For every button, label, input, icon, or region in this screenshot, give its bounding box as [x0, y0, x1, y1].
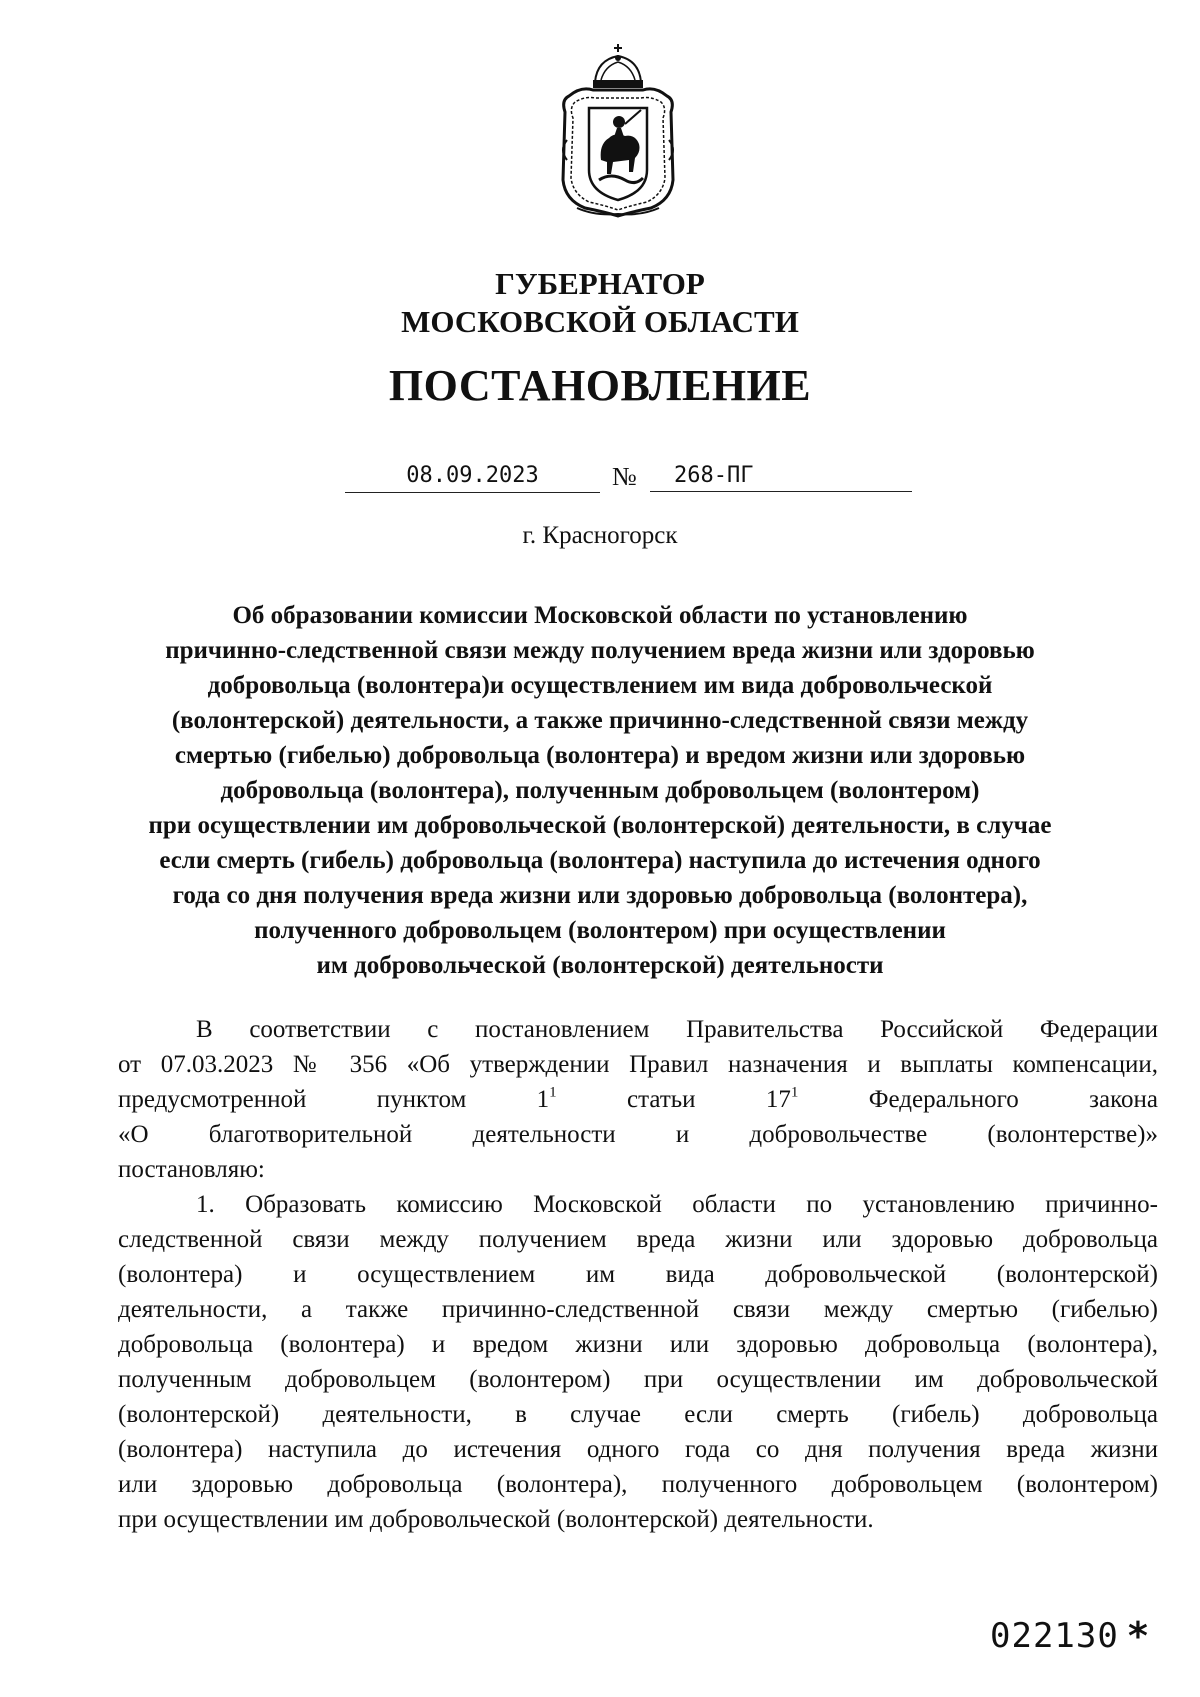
item-line: деятельности, а также причинно-следственной связи между смертью (гибелью) — [118, 1296, 1158, 1323]
serial-number: 022130 — [990, 1616, 1119, 1656]
title-line: при осуществлении им добровольческой (волонтерской) деятельности, в случае — [148, 812, 1052, 839]
title-line: (волонтерской) деятельности, а также причинно-следственной связи между — [171, 707, 1029, 734]
item-line: следственной связи между получением вреда жизни или здоровью добровольца — [118, 1226, 1158, 1253]
title-line: если смерть (гибель) добровольца (волонтера) наступила до истечения одного — [159, 847, 1041, 874]
preamble-text: предусмотренной пунктом 1 — [118, 1086, 550, 1113]
city: г. Красногорск — [522, 522, 678, 549]
preamble-paragraph — [118, 1012, 1158, 1187]
title-line: им добровольческой (волонтерской) деятельности — [316, 952, 884, 979]
title-line: смертью (гибелью) добровольца (волонтера) и вредом жизни или здоровью — [174, 742, 1026, 769]
item-line: добровольца (волонтера) и вредом жизни или здоровью добровольца (волонтера), — [118, 1331, 1158, 1358]
title-line: добровольца (волонтера), полученным добровольцем (волонтером) — [220, 777, 980, 804]
authority-title-line1: ГУБЕРНАТОР — [495, 266, 705, 301]
document-number: 268-ПГ — [650, 460, 912, 492]
preamble-line: постановляю: — [118, 1156, 265, 1183]
item-line: или здоровью добровольца (волонтера), полученного добровольцем (волонтером) — [118, 1471, 1158, 1498]
preamble-line — [118, 1082, 1158, 1117]
asterisk-mark: * — [1128, 1614, 1148, 1658]
item-line: (волонтера) наступила до истечения одного года со дня получения вреда жизни — [118, 1436, 1158, 1463]
superscript: 1 — [790, 1084, 799, 1101]
title-line: года со дня получения вреда жизни или здоровью добровольца (волонтера), — [172, 882, 1028, 909]
preamble-line: В соответствии с постановлением Правительства Российской Федерации — [196, 1016, 1158, 1043]
item-line: при осуществлении им добровольческой (волонтерской) деятельности. — [118, 1506, 874, 1533]
registration-line — [0, 460, 1200, 500]
document-date: 08.09.2023 — [345, 460, 600, 493]
item-line: 1. Образовать комиссию Московской области по установлению причинно- — [196, 1191, 1158, 1218]
number-sign: № — [612, 462, 637, 491]
item-line: (волонтера) и осуществлением им вида добровольческой (волонтерской) — [118, 1261, 1158, 1288]
title-line: добровольца (волонтера)и осуществлением им вида добровольческой — [207, 672, 993, 699]
coat-of-arms-icon — [555, 40, 681, 218]
document-body — [118, 1012, 1158, 1537]
preamble-line: от 07.03.2023 № 356 «Об утверждении Правил назначения и выплаты компенсации, — [118, 1051, 1158, 1078]
document-type: ПОСТАНОВЛЕНИЕ — [388, 361, 812, 410]
preamble-line: «О благотворительной деятельности и добровольчестве (волонтерстве)» — [118, 1121, 1158, 1148]
title-line: полученного добровольцем (волонтером) при осуществлении — [254, 917, 946, 944]
title-line: Об образовании комиссии Московской области по установлению — [232, 602, 968, 629]
authority-title-line2: МОСКОВСКОЙ ОБЛАСТИ — [401, 304, 799, 339]
document-title — [80, 598, 1120, 983]
item-line: (волонтерской) деятельности, в случае если смерть (гибель) добровольца — [118, 1401, 1158, 1428]
superscript: 1 — [549, 1084, 557, 1101]
title-line: причинно-следственной связи между получением вреда жизни или здоровью — [165, 637, 1035, 664]
item-line: полученным добровольцем (волонтером) при осуществлении им добровольческой — [118, 1366, 1158, 1393]
preamble-text: Федерального закона — [798, 1086, 1158, 1113]
item-1-paragraph — [118, 1187, 1158, 1537]
preamble-text: статьи 17 — [556, 1086, 791, 1113]
